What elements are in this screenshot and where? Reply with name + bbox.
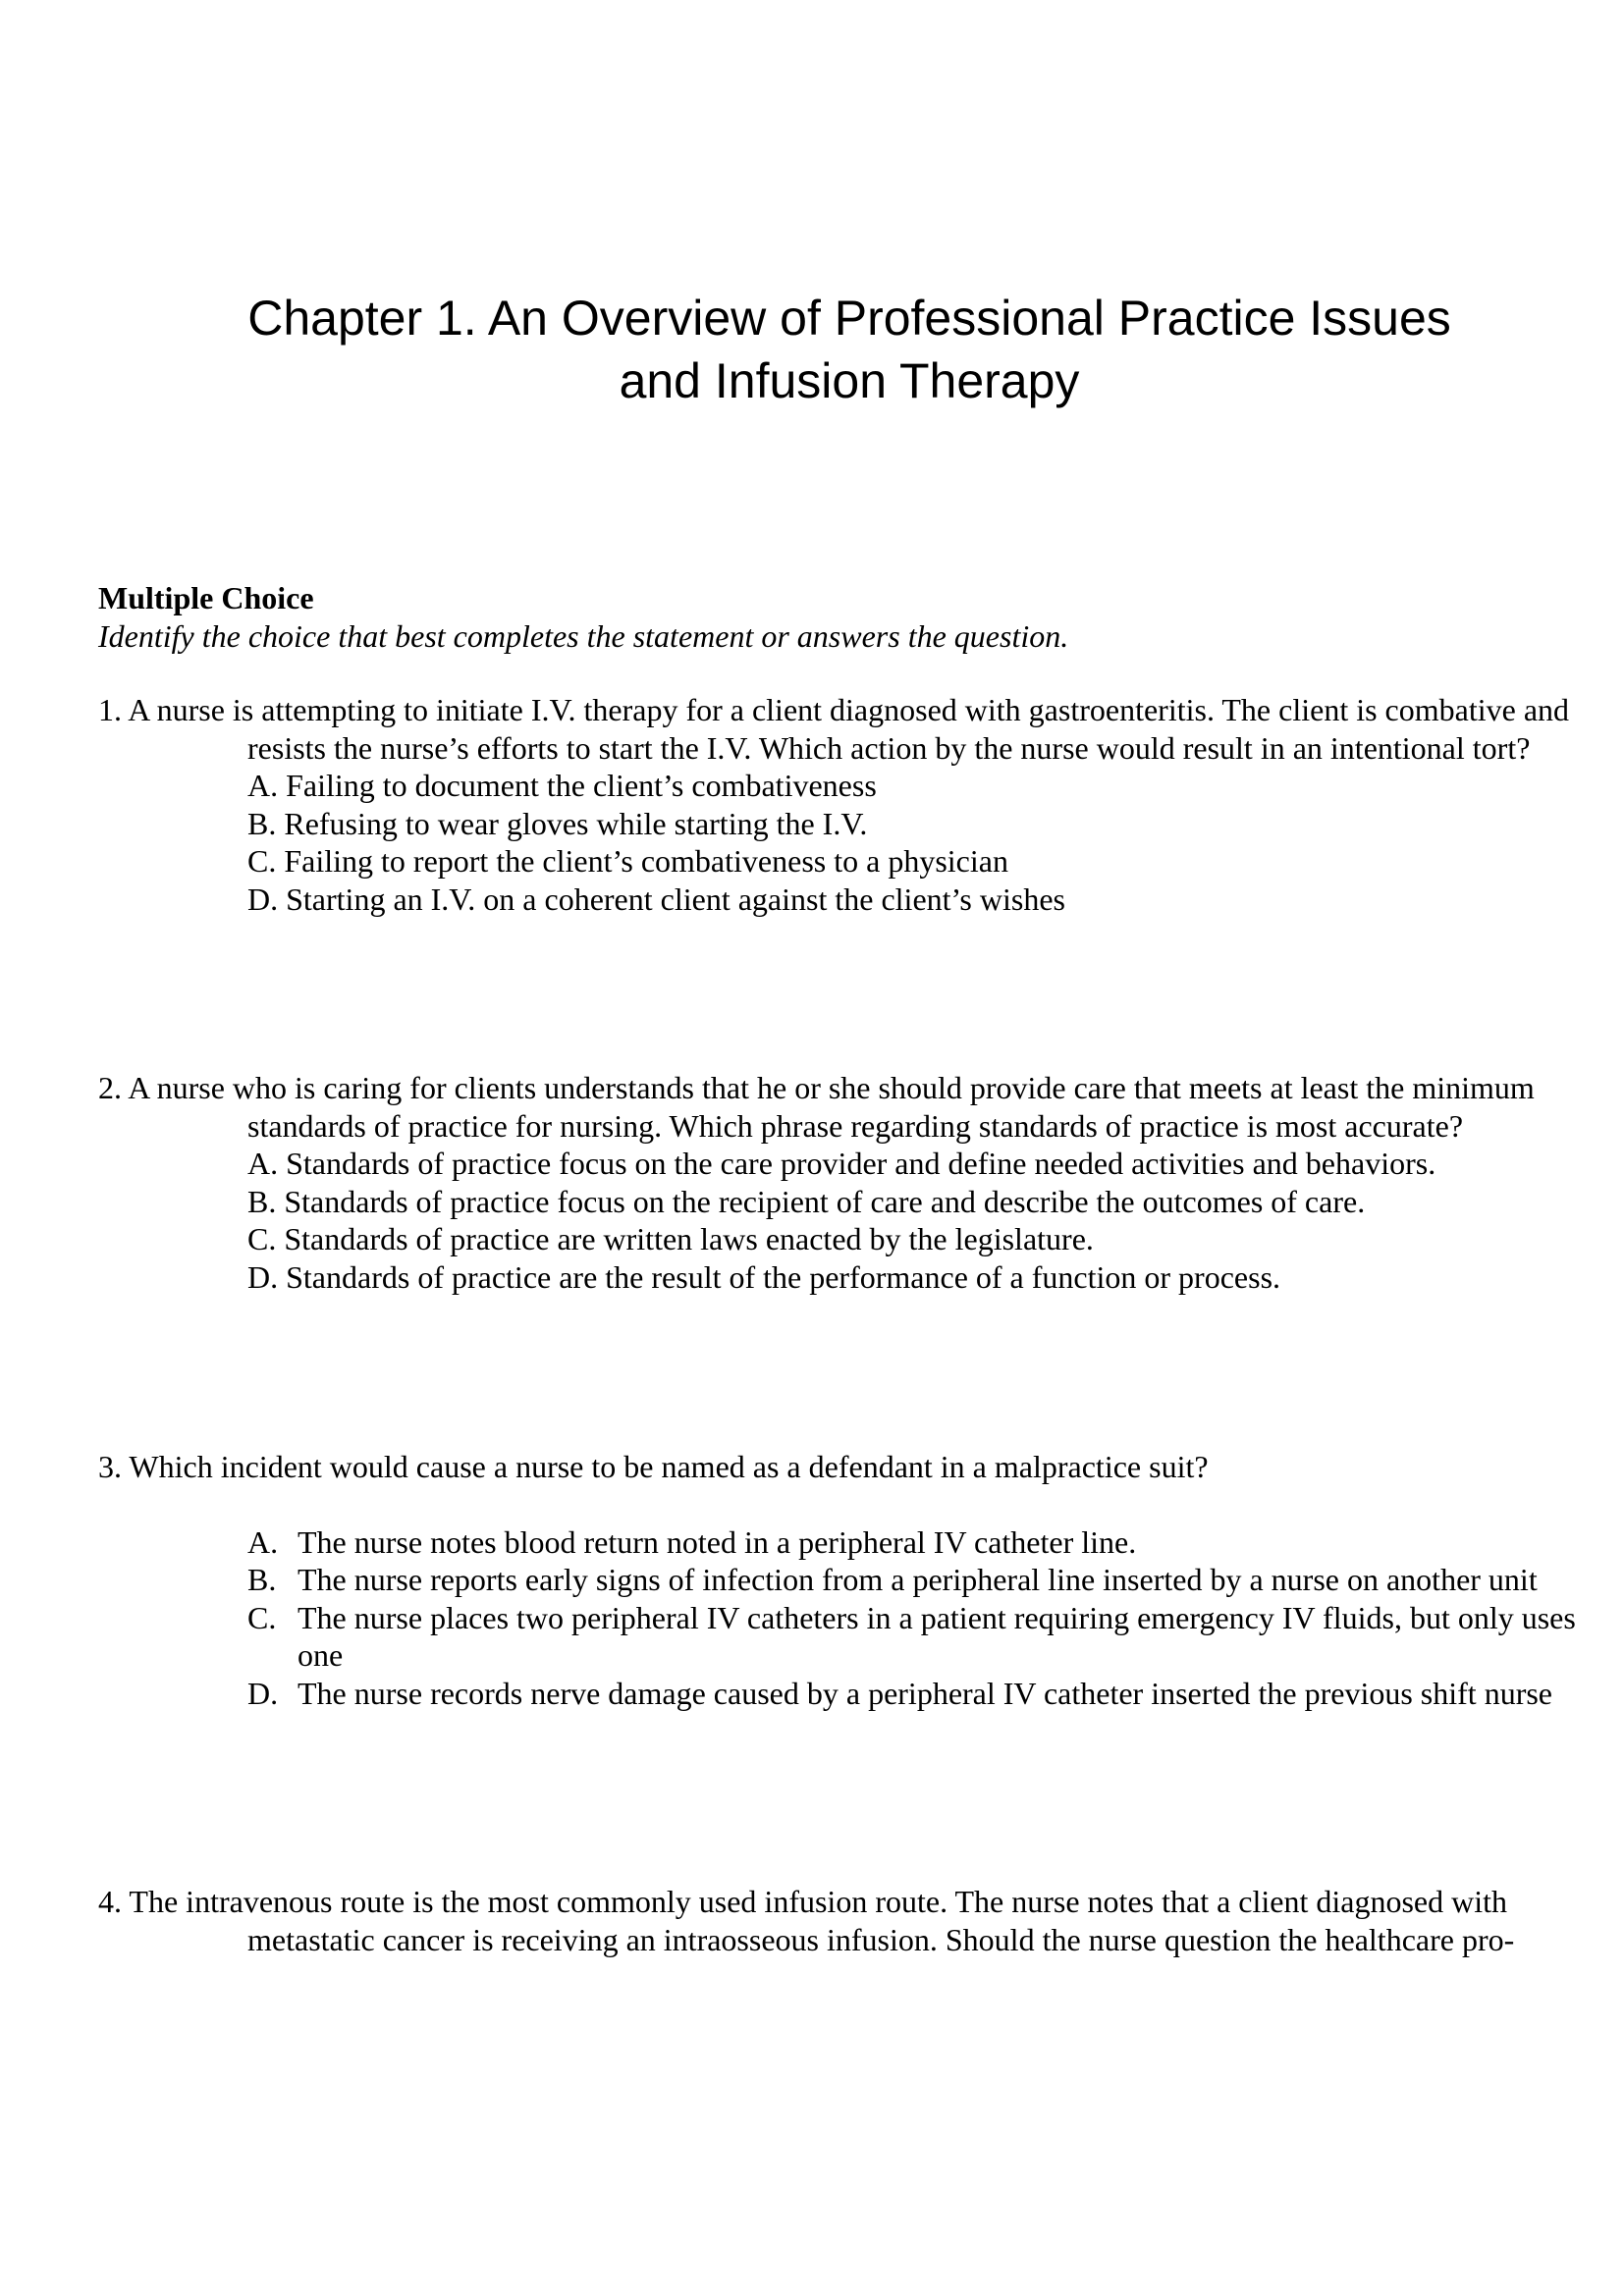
question-3: [98, 1448, 1591, 1712]
option-d: [98, 1675, 1591, 1713]
question-stem: 4. The intravenous route is the most commonly used infusion route. The nurse notes that a client diagnosed with metastatic cancer is receiving an intraosseous infusion. Should the nurse question the healthcare pro-: [98, 1884, 1515, 1957]
option-text: The nurse reports early signs of infection from a peripheral line inserted by a nurse on another unit: [298, 1562, 1538, 1597]
option-d: D. Standards of practice are the result of the performance of a function or process.: [247, 1258, 1281, 1295]
section-instructions: Identify the choice that best completes the statement or answers the question.: [98, 617, 1069, 654]
option-b: B. Refusing to wear gloves while starting the I.V.: [247, 805, 868, 841]
option-text: The nurse places two peripheral IV catheters in a patient requiring emergency IV fluids, but only uses one: [298, 1599, 1576, 1673]
question-stem: 2. A nurse who is caring for clients understands that he or she should provide care that meets at least the minimum standards of practice for nursing. Which phrase regarding standards of practice is most accurate?: [98, 1070, 1535, 1144]
chapter-title-line-1: Chapter 1. An Overview of Professional Practice Issues: [247, 291, 1451, 346]
question-2: [98, 1069, 1591, 1296]
option-c: C. Failing to report the client’s combativeness to a physician: [247, 843, 1008, 879]
option-text: The nurse records nerve damage caused by a peripheral IV catheter inserted the previous shift nurse: [298, 1675, 1552, 1711]
section-heading: Multiple Choice: [98, 580, 314, 615]
option-a: A. Failing to document the client’s combativeness: [247, 768, 877, 803]
question-stem: 1. A nurse is attempting to initiate I.V. therapy for a client diagnosed with gastroenteritis. The client is combative and resists the nurse’s efforts to start the I.V. Which action by the nurse would result in an intentional tort?: [98, 692, 1570, 766]
question-4: [98, 1883, 1591, 1958]
option-letter: B.: [247, 1562, 277, 1597]
option-b: B. Standards of practice focus on the recipient of care and describe the outcomes of care.: [247, 1183, 1366, 1219]
question-stem: 3. Which incident would cause a nurse to be named as a defendant in a malpractice suit?: [98, 1449, 1209, 1484]
section-header: [98, 579, 1591, 655]
option-letter: A.: [247, 1523, 279, 1560]
chapter-title-line-2: and Infusion Therapy: [619, 353, 1080, 408]
option-text: The nurse notes blood return noted in a peripheral IV catheter line.: [298, 1523, 1137, 1560]
chapter-title: [137, 287, 1561, 412]
option-a: A. Standards of practice focus on the care provider and define needed activities and behaviors.: [247, 1146, 1436, 1181]
option-c: [98, 1599, 1591, 1675]
option-letter: D.: [247, 1675, 279, 1711]
option-a: [98, 1523, 1591, 1562]
option-letter: C.: [247, 1599, 277, 1635]
question-1: [98, 691, 1591, 918]
option-c: C. Standards of practice are written laws enacted by the legislature.: [247, 1221, 1094, 1256]
option-d: D. Starting an I.V. on a coherent client against the client’s wishes: [247, 881, 1065, 917]
option-b: [98, 1561, 1591, 1599]
